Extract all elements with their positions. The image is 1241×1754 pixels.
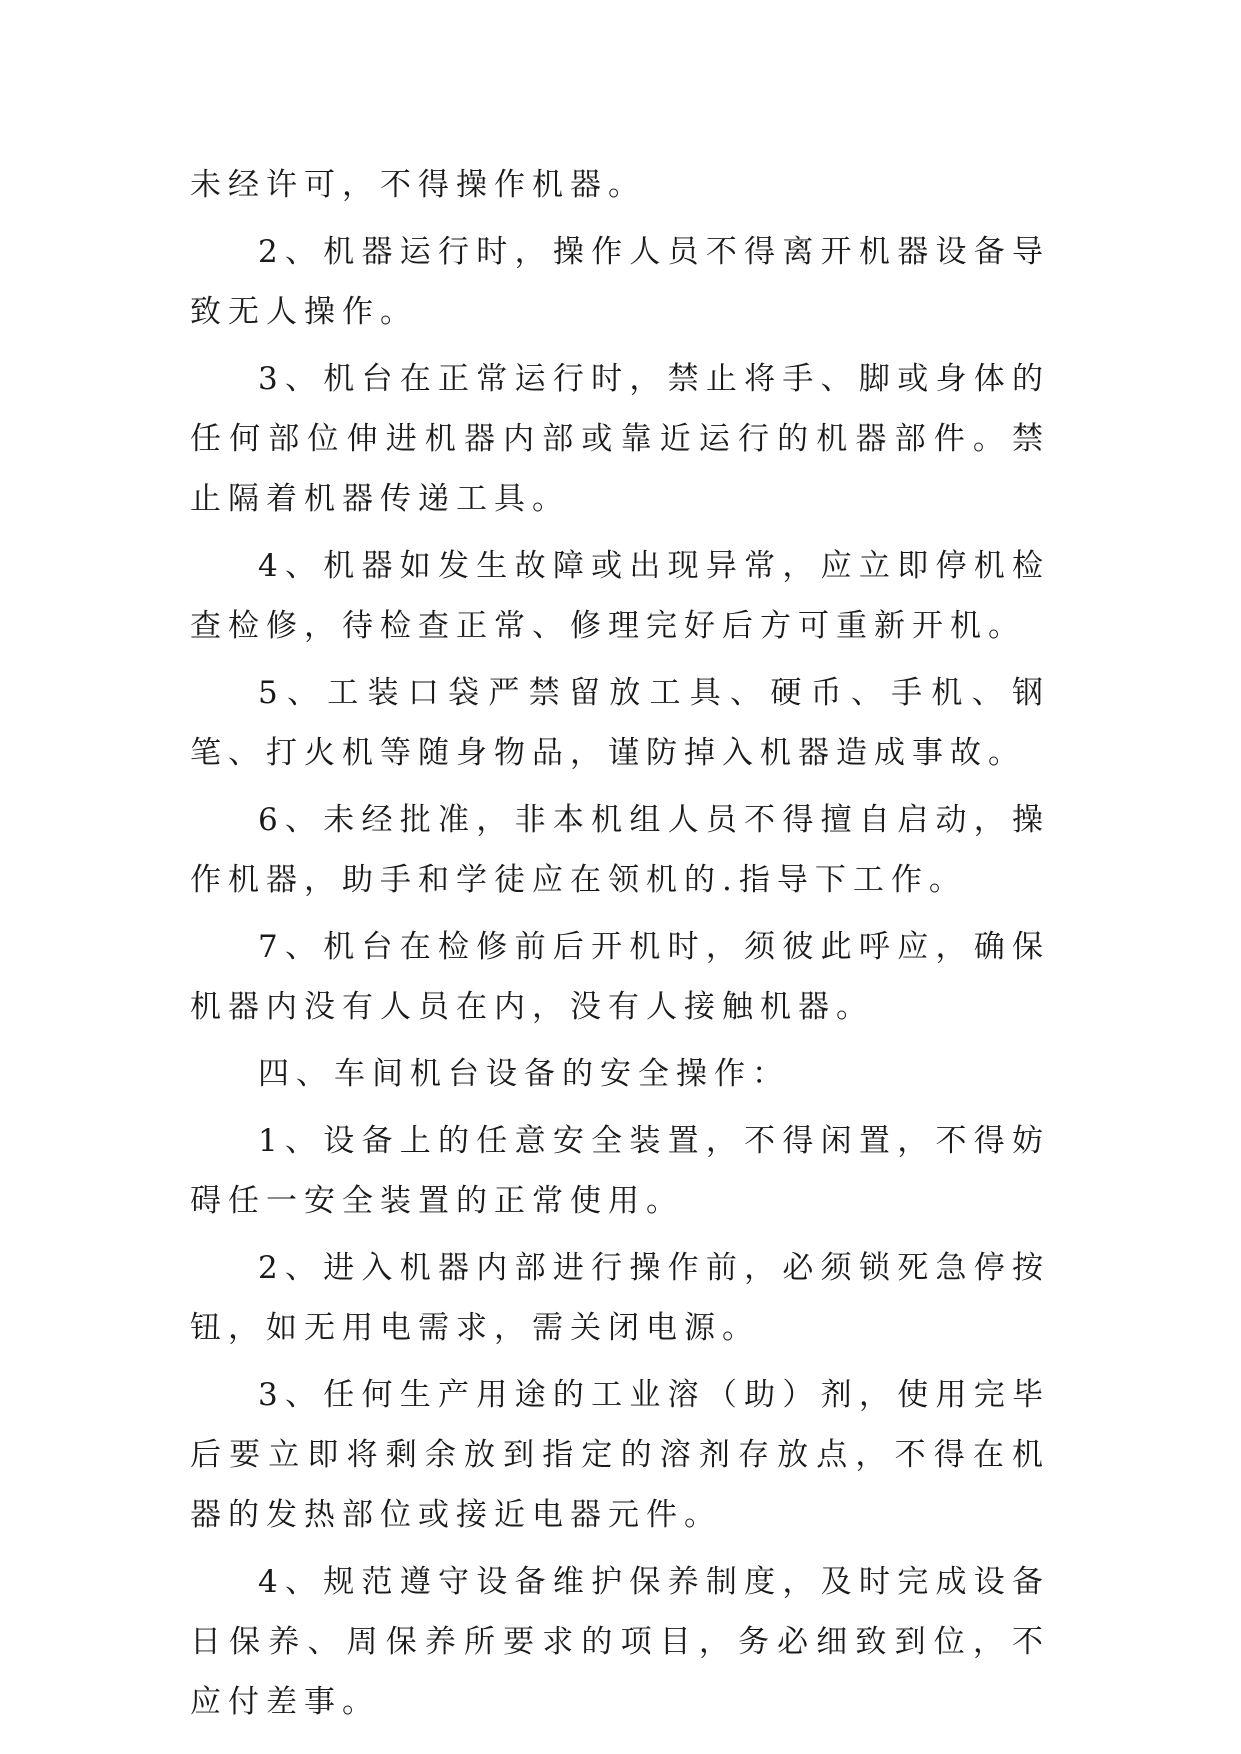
paragraph-section4-item-4: 4、规范遵守设备维护保养制度，及时完成设备日保养、周保养所要求的项目，务必细致到位，不应付差事。: [190, 1564, 1050, 1720]
paragraph-item-5: 5、工装口袋严禁留放工具、硬币、手机、钢笔、打火机等随身物品，谨防掉入机器造成事故。: [190, 675, 1050, 771]
paragraph-continuation: 未经许可，不得操作机器。: [190, 167, 646, 203]
paragraph-section4-item-2: 2、进入机器内部进行操作前，必须锁死急停按钮，如无用电需求，需关闭电源。: [190, 1250, 1050, 1346]
paragraph-item-6: 6、未经批准，非本机组人员不得擅自启动，操作机器，助手和学徒应在领机的.指导下工作。: [190, 802, 1050, 898]
document-body: [190, 155, 1050, 1739]
paragraph-item-4: 4、机器如发生故障或出现异常，应立即停机检查检修，待检查正常、修理完好后方可重新开机。: [190, 548, 1050, 644]
paragraph-item-2: 2、机器运行时，操作人员不得离开机器设备导致无人操作。: [190, 234, 1050, 330]
section-heading-4: 四、车间机台设备的安全操作：: [258, 1056, 790, 1092]
paragraph-section4-item-1: 1、设备上的任意安全装置，不得闲置，不得妨碍任一安全装置的正常使用。: [190, 1123, 1050, 1219]
paragraph-item-7: 7、机台在检修前后开机时，须彼此呼应，确保机器内没有人员在内，没有人接触机器。: [190, 929, 1050, 1025]
paragraph-section4-item-3: 3、任何生产用途的工业溶（助）剂，使用完毕后要立即将剩余放到指定的溶剂存放点，不得在机器的发热部位或接近电器元件。: [190, 1377, 1050, 1533]
paragraph-item-3: 3、机台在正常运行时，禁止将手、脚或身体的任何部位伸进机器内部或靠近运行的机器部件。禁止隔着机器传递工具。: [190, 361, 1050, 517]
